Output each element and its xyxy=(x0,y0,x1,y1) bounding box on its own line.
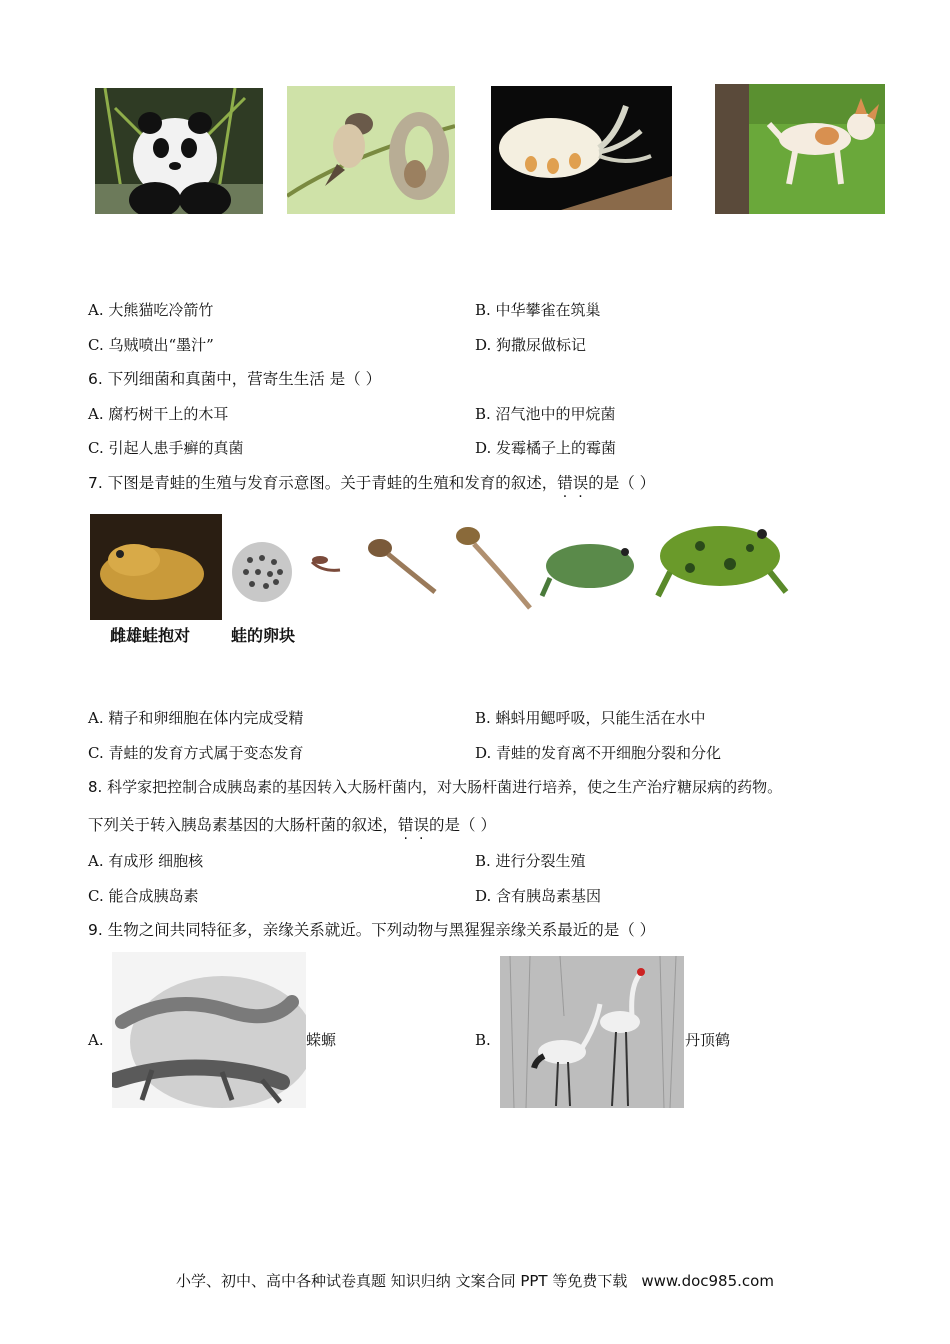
q6-option-b[interactable]: B. 沼气池中的甲烷菌 xyxy=(475,405,616,423)
q8-option-b[interactable]: B. 进行分裂生殖 xyxy=(475,852,586,870)
q8-stem-text: 下列关于转入胰岛素基因的大肠杆菌的叙述， xyxy=(88,816,399,834)
q9-option-b-label[interactable]: 丹顶鹤 xyxy=(685,1031,731,1049)
q8-stem-end: 的是（ ） xyxy=(429,816,496,834)
q9-option-b-letter[interactable]: B. xyxy=(475,1031,491,1049)
q8-stem-line2 xyxy=(88,814,496,836)
crane-illustration xyxy=(500,956,684,1108)
q5-option-b[interactable]: B. 中华攀雀在筑巢 xyxy=(475,301,601,319)
q8-option-d[interactable]: D. 含有胰岛素基因 xyxy=(475,887,602,905)
panda-photo xyxy=(95,88,263,214)
q9-stem: 9. 生物之间共同特征多，亲缘关系就近。下列动物与黑猩猩亲缘关系最近的是（ ） xyxy=(88,921,656,939)
q7-emphasis-2: 误 xyxy=(572,474,589,492)
salamander-illustration xyxy=(112,952,306,1108)
q8-option-c[interactable]: C. 能合成胰岛素 xyxy=(88,887,199,905)
q7-stem xyxy=(88,472,655,494)
q6-option-d[interactable]: D. 发霉橘子上的霉菌 xyxy=(475,439,617,457)
bird-nest-illustration xyxy=(287,86,455,214)
squid-illustration xyxy=(491,86,672,210)
footer-url[interactable]: www.doc985.com xyxy=(641,1272,774,1290)
footer-text: 小学、初中、高中各种试卷真题 知识归纳 文案合同 PPT 等免费下载 xyxy=(176,1272,628,1290)
frog-lifecycle-diagram xyxy=(90,512,790,624)
page-footer xyxy=(0,1270,950,1291)
frog-lifecycle-illustration xyxy=(90,512,790,624)
q6-option-c[interactable]: C. 引起人患手癣的真菌 xyxy=(88,439,244,457)
q9-option-a-letter[interactable]: A. xyxy=(88,1031,104,1049)
q7-option-c[interactable]: C. 青蛙的发育方式属于变态发育 xyxy=(88,744,304,762)
bird-nest-photo xyxy=(287,86,455,214)
q7-stem-end: 的是（ ） xyxy=(588,474,656,492)
frog-eggs-caption: 蛙的卵块 xyxy=(231,626,296,645)
q7-option-a[interactable]: A. 精子和卵细胞在体内完成受精 xyxy=(88,709,304,727)
dog-illustration xyxy=(715,84,885,214)
q8-stem-line1: 8. 科学家把控制合成胰岛素的基因转入大肠杆菌内，对大肠杆菌进行培养，使之生产治疗糖尿病的药物。 xyxy=(88,778,783,796)
q5-option-d[interactable]: D. 狗撒尿做标记 xyxy=(475,336,587,354)
q6-stem: 6. 下列细菌和真菌中，营寄生生活 是（ ） xyxy=(88,370,382,388)
frog-amplexus-caption: 雌雄蛙抱对 xyxy=(110,626,191,645)
q8-option-a[interactable]: A. 有成形 细胞核 xyxy=(88,852,204,870)
q8-emphasis-2: 误 xyxy=(413,816,430,834)
dog-photo xyxy=(715,84,885,214)
q5-option-c[interactable]: C. 乌贼喷出“墨汁” xyxy=(88,336,214,354)
q5-option-a[interactable]: A. 大熊猫吃冷箭竹 xyxy=(88,301,214,319)
panda-illustration xyxy=(95,88,263,214)
q7-option-d[interactable]: D. 青蛙的发育离不开细胞分裂和分化 xyxy=(475,744,722,762)
q7-stem-text: 7. 下图是青蛙的生殖与发育示意图。关于青蛙的生殖和发育的叙述， xyxy=(88,474,558,492)
q7-emphasis-1: 错 xyxy=(557,474,573,492)
squid-photo xyxy=(491,86,672,210)
q9-option-a-label[interactable]: 蝾螈 xyxy=(306,1031,337,1049)
q7-option-b[interactable]: B. 蝌蚪用鳃呼吸，只能生活在水中 xyxy=(475,709,706,727)
q8-emphasis-1: 错 xyxy=(398,816,414,834)
crane-photo xyxy=(500,956,684,1108)
salamander-photo xyxy=(112,952,306,1108)
q6-option-a[interactable]: A. 腐朽树干上的木耳 xyxy=(88,405,229,423)
